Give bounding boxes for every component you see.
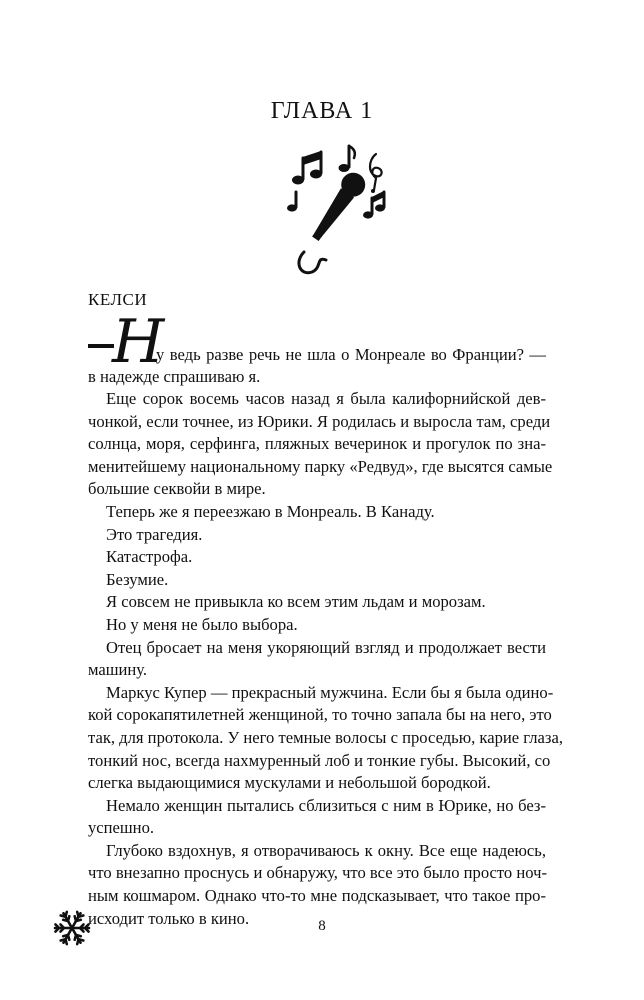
narrator-name: КЕЛСИ: [88, 290, 148, 309]
paragraph-lines: [88, 388, 563, 930]
opening-line-2: в надежде спрашиваю я.: [88, 367, 261, 386]
text-line: кой сорокапятилетней женщиной, то точно запала бы на него, это: [88, 705, 552, 725]
text-line: солнца, моря, серфинга, пляжных вечеринок и прогулок по зна-: [88, 434, 546, 454]
page-number: 8: [318, 918, 326, 934]
text-line: чонкой, если точнее, из Юрики. Я родилась и выросла там, среди: [88, 411, 551, 431]
text-line: Отец бросает на меня укоряющий взгляд и продолжает вести: [106, 637, 546, 657]
text-line: машину.: [88, 660, 148, 680]
text-line: Но у меня не было выбора.: [106, 614, 298, 634]
snowflake-icon: [52, 908, 92, 948]
chapter-title: ГЛАВА 1: [270, 98, 374, 124]
text-line: Катастрофа.: [106, 547, 193, 567]
microphone-with-music-notes-icon: [272, 140, 392, 280]
text-line: что внезапно проснусь и обнаружу, что все это было просто ноч-: [88, 863, 548, 883]
text-line: Я совсем не привыкла ко всем этим льдам и морозам.: [106, 592, 486, 612]
text-line: Глубоко вздохнув, я отворачиваюсь к окну. Все еще надеюсь,: [106, 840, 546, 860]
text-line: Безумие.: [106, 569, 169, 589]
text-line: большие секвойи в мире.: [88, 479, 266, 499]
text-line: менитейшему национальному парку «Редвуд», где высятся самые: [88, 456, 553, 476]
body-text: [88, 307, 563, 930]
text-line: Это трагедия.: [106, 524, 203, 544]
text-line: Маркус Купер — прекрасный мужчина. Если бы я была одино-: [106, 682, 554, 702]
text-line: ным кошмаром. Однако что-то мне подсказывает, что такое про-: [88, 886, 546, 906]
opening-paragraph: [88, 307, 546, 388]
text-line: так, для протокола. У него темные волосы с проседью, карие глаза,: [88, 727, 563, 747]
text-line: исходит только в кино.: [88, 908, 250, 928]
text-line: тонкий нос, всегда нахмуренный лоб и тонкие губы. Высокий, со: [88, 750, 551, 770]
opening-line-1: у ведь разве речь не шла о Монреале во Франции? —: [156, 345, 546, 364]
text-line: Еще сорок восемь часов назад я была калифорнийской дев-: [106, 389, 546, 408]
text-line: успешно.: [88, 818, 155, 838]
text-line: Немало женщин пытались сблизиться с ним в Юрике, но без-: [106, 795, 546, 815]
text-line: Теперь же я переезжаю в Монреаль. В Канаду.: [106, 501, 435, 521]
opening-dash: [88, 344, 114, 348]
drop-cap-letter: Н: [112, 307, 165, 377]
text-line: слегка выдающимися мускулами и небольшой бородкой.: [88, 773, 491, 793]
